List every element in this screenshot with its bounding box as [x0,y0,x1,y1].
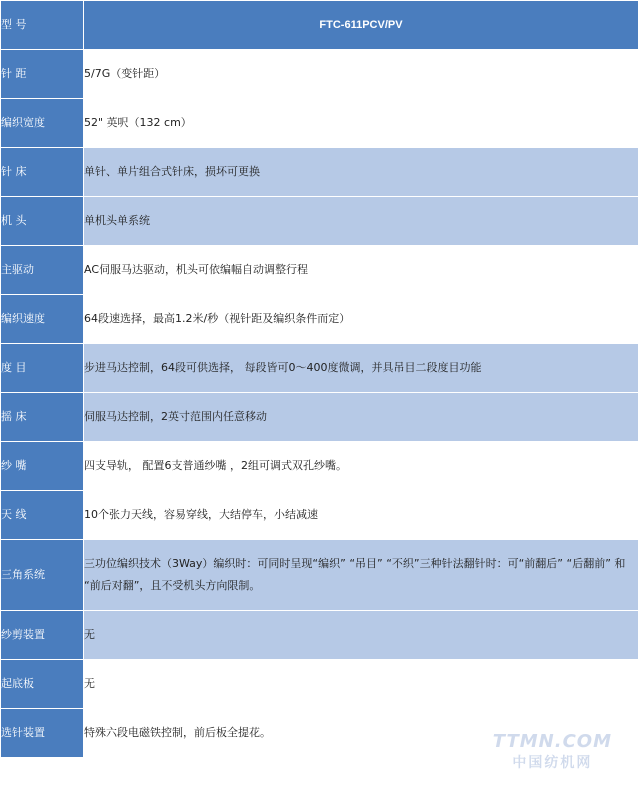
table-row [1,540,638,611]
table-row [1,148,638,197]
row-value: 无 [84,611,638,660]
row-label: 编织宽度 [1,99,84,148]
row-value: 无 [84,660,638,709]
table-row [1,50,638,99]
row-label: 针 床 [1,148,84,197]
row-value: 64段速选择，最高1.2米/秒（视针距及编织条件而定） [84,295,638,344]
watermark-domain: TTMN.COM [492,731,612,752]
row-value: 三功位编织技术（3Way）编织时：可同时呈现“编织” “吊目” “不织”三种针法翻针时：可“前翻后” “后翻前” 和 “前后对翻”，且不受机头方向限制。 [84,540,638,611]
table-row [1,393,638,442]
row-label: 起底板 [1,660,84,709]
row-value: 伺服马达控制，2英寸范围内任意移动 [84,393,638,442]
row-label: 编织速度 [1,295,84,344]
table-row [1,197,638,246]
row-label: 摇 床 [1,393,84,442]
row-label: 度 目 [1,344,84,393]
row-label: 选针装置 [1,709,84,758]
row-label: 三角系统 [1,540,84,611]
table-row [1,295,638,344]
table-row [1,442,638,491]
table-row [1,491,638,540]
row-value: 10个张力天线，容易穿线，大结停车，小结减速 [84,491,638,540]
row-value: 步进马达控制，64段可供选择， 每段皆可0～400度微调，并具吊目二段度目功能 [84,344,638,393]
table-row [1,99,638,148]
table-row [1,344,638,393]
table-row [1,246,638,295]
row-value: 单针、单片组合式针床，损坏可更换 [84,148,638,197]
watermark-site-name: 中国纺机网 [512,755,593,771]
row-value: 单机头单系统 [84,197,638,246]
row-value: 52" 英呎（132 cm） [84,99,638,148]
table-row [1,611,638,660]
row-value: AC伺服马达驱动，机头可依编幅自动调整行程 [84,246,638,295]
row-value: 特殊六段电磁铁控制，前后板全提花。 [84,709,638,758]
row-label: 纱剪装置 [1,611,84,660]
row-label: 天 线 [1,491,84,540]
row-label: 主驱动 [1,246,84,295]
table-row [1,709,638,758]
row-label: 纱 嘴 [1,442,84,491]
row-value: 四支导轨， 配置6支普通纱嘴 ，2组可调式双孔纱嘴。 [84,442,638,491]
row-value: 5/7G（变针距） [84,50,638,99]
header-row [1,1,638,50]
row-label: 针 距 [1,50,84,99]
header-label: 型 号 [1,1,84,50]
model-value: FTC-611PCV/PV [84,1,638,50]
table-row [1,660,638,709]
row-label: 机 头 [1,197,84,246]
